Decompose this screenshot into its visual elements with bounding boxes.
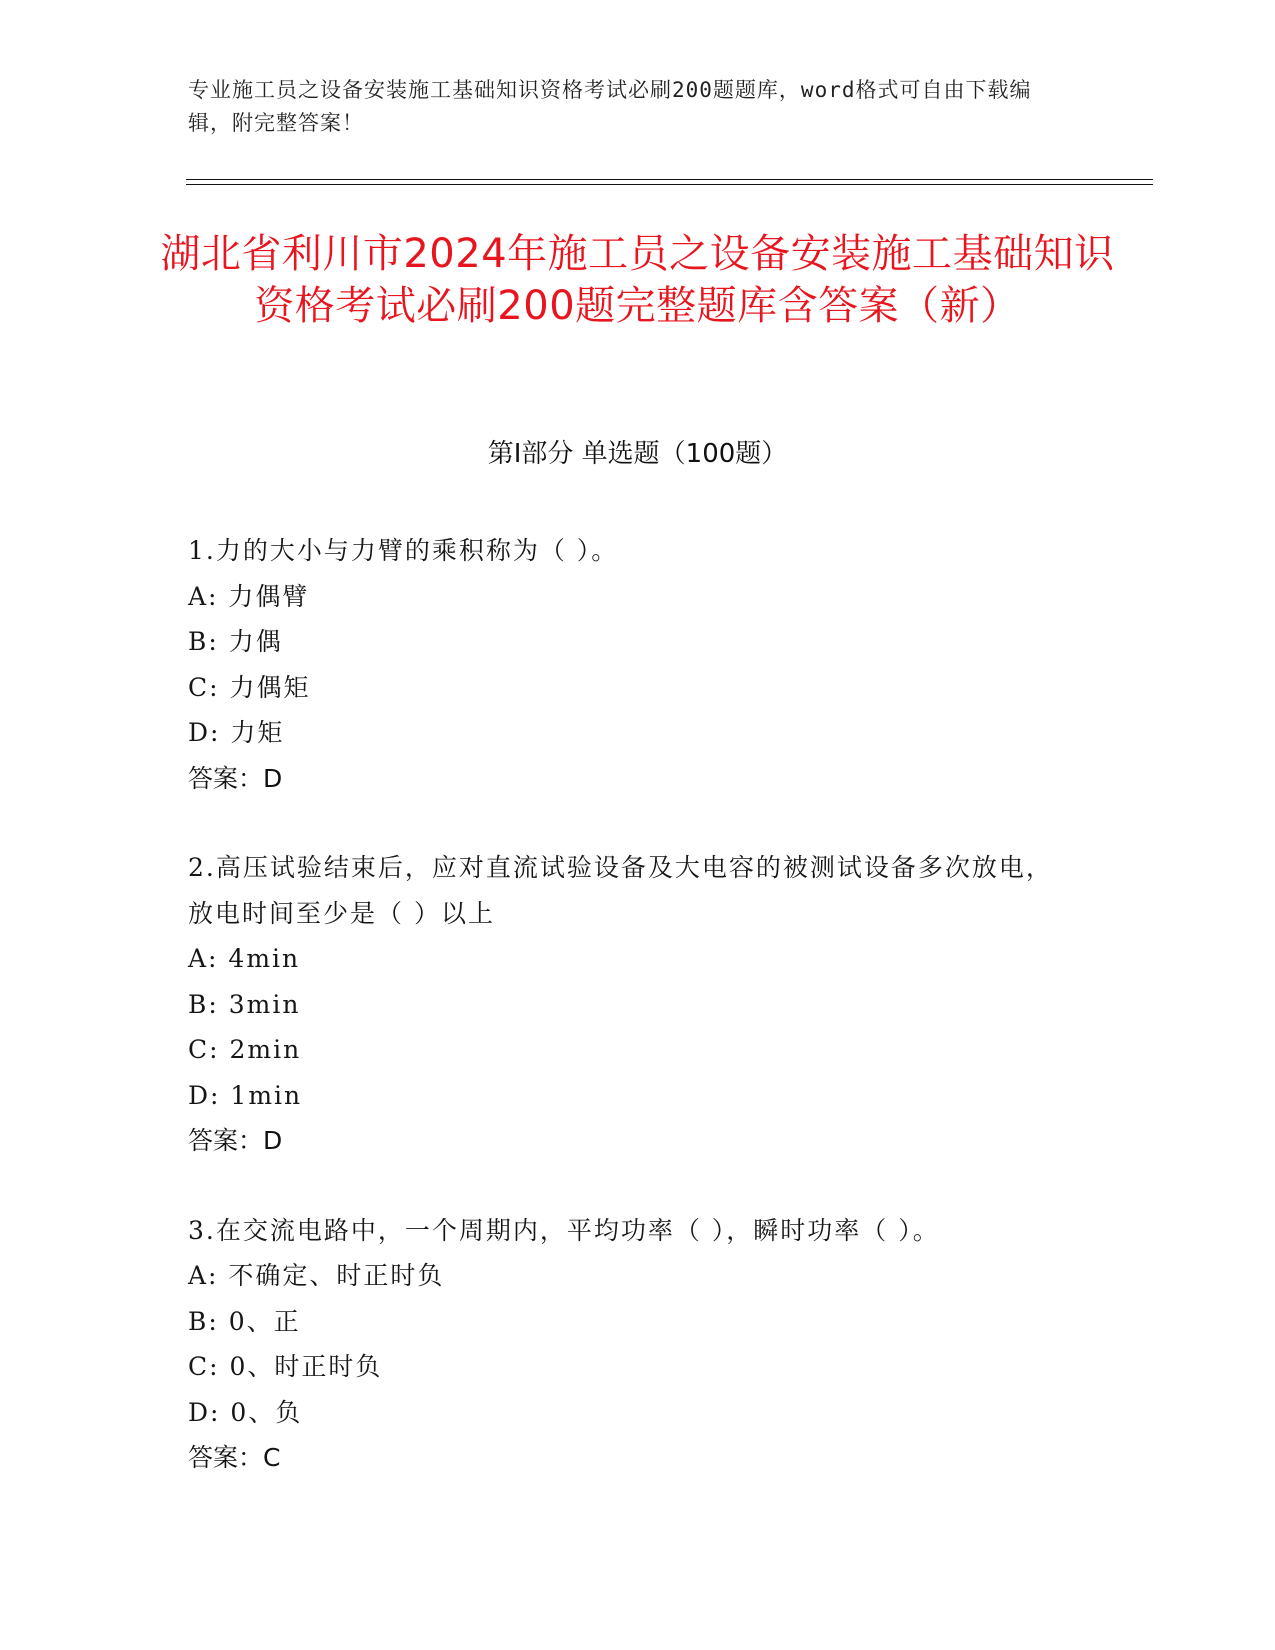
question-stem: 2.高压试验结束后，应对直流试验设备及大电容的被测试设备多次放电，放电时间至少是（ ）以上 — [188, 853, 1053, 928]
option-a: A: 4min — [188, 944, 301, 973]
question-stem: 3.在交流电路中，一个周期内，平均功率（ ），瞬时功率（ ）。 — [188, 1215, 940, 1245]
option-b: B: 3min — [188, 989, 301, 1019]
answer: 答案：C — [188, 1443, 281, 1472]
document-title: 湖北省利川市2024年施工员之设备安装施工基础知识资格考试必刷200题完整题库含答案（新） — [160, 231, 1115, 329]
answer: 答案：D — [188, 763, 283, 793]
section-title: 第Ⅰ部分 单选题（100题） — [487, 439, 788, 469]
header-note: 专业施工员之设备安装施工基础知识资格考试必刷200题题库，word格式可自由下载编辑，附完整答案！ — [188, 78, 1032, 135]
question-stem: 1.力的大小与力臂的乘积称为（ ）。 — [188, 536, 619, 565]
option-a: A: 力偶臂 — [188, 581, 310, 611]
option-d: D: 1min — [188, 1080, 303, 1110]
option-c: C: 2min — [188, 1035, 302, 1064]
question-list — [188, 528, 1068, 1525]
option-b: B: 0、正 — [188, 1306, 301, 1336]
header-divider-bottom — [186, 184, 1153, 185]
question-2 — [188, 845, 1068, 1164]
option-c: C: 0、时正时负 — [188, 1352, 383, 1381]
answer: 答案：D — [188, 1126, 283, 1155]
option-b: B: 力偶 — [188, 627, 283, 656]
option-d: D: 力矩 — [188, 718, 285, 747]
option-c: C: 力偶矩 — [188, 672, 311, 702]
header-divider-top — [186, 179, 1153, 180]
question-1 — [188, 528, 1068, 801]
option-a: A: 不确定、时正时负 — [188, 1261, 445, 1290]
option-d: D: 0、负 — [188, 1397, 303, 1427]
question-3 — [188, 1208, 1068, 1481]
